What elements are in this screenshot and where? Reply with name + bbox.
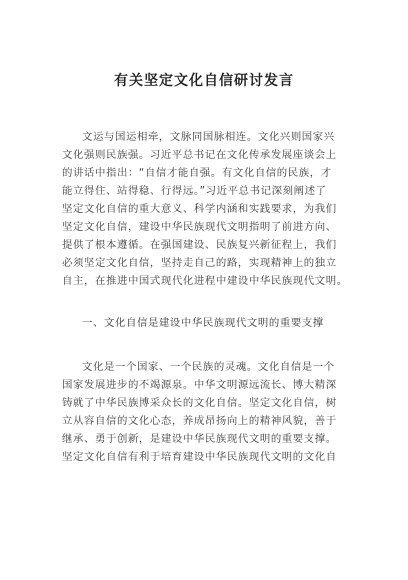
section-line-1: 文化是一个国家、一个民族的灵魂。文化自信是一个 [82,361,335,373]
section-line-6: 坚定文化自信有利于培育建设中华民族现代文明的文化自 [62,451,337,463]
section-line-3: 铸就了中华民族博采众长的文化自信。坚定文化自信，树 [62,397,337,409]
section-line-2: 国家发展进步的不竭源泉。中华文明源远流长、博大精深 [62,379,337,391]
intro-line-3: 的讲话中指出：“自信才能自强。有文化自信的民族，才 [62,167,332,179]
section-line-5: 继承、勇于创新，是建设中华民族现代文明的重要支撑。 [62,433,337,445]
intro-line-9: 自主，在推进中国式现代化进程中建设中华民族现代文明。 [62,275,348,287]
intro-line-5: 坚定文化自信的重大意义、科学内涵和实践要求，为我们 [62,203,337,215]
intro-line-1: 文运与国运相牵，文脉同国脉相连。文化兴则国家兴 [82,131,335,143]
intro-line-4: 能立得住、站得稳、行得远。”习近平总书记深刻阐述了 [62,185,327,197]
section-line-4: 立从容自信的文化心态，养成昂扬向上的精神风貌，善于 [62,415,337,427]
intro-line-6: 坚定文化自信，建设中华民族现代文明指明了前进方向、 [62,221,337,233]
section-heading: 一、文化自信是建设中华民族现代文明的重要支撑 [82,317,324,329]
intro-line-8: 必须坚定文化自信，坚持走自己的路，实现精神上的独立 [62,257,337,269]
intro-line-2: 文化强则民族强。习近平总书记在文化传承发展座谈会上 [62,149,337,161]
document-title: 有关坚定文化自信研讨发言 [114,73,294,89]
intro-line-7: 提供了根本遵循。在强国建设、民族复兴新征程上，我们 [62,239,337,251]
